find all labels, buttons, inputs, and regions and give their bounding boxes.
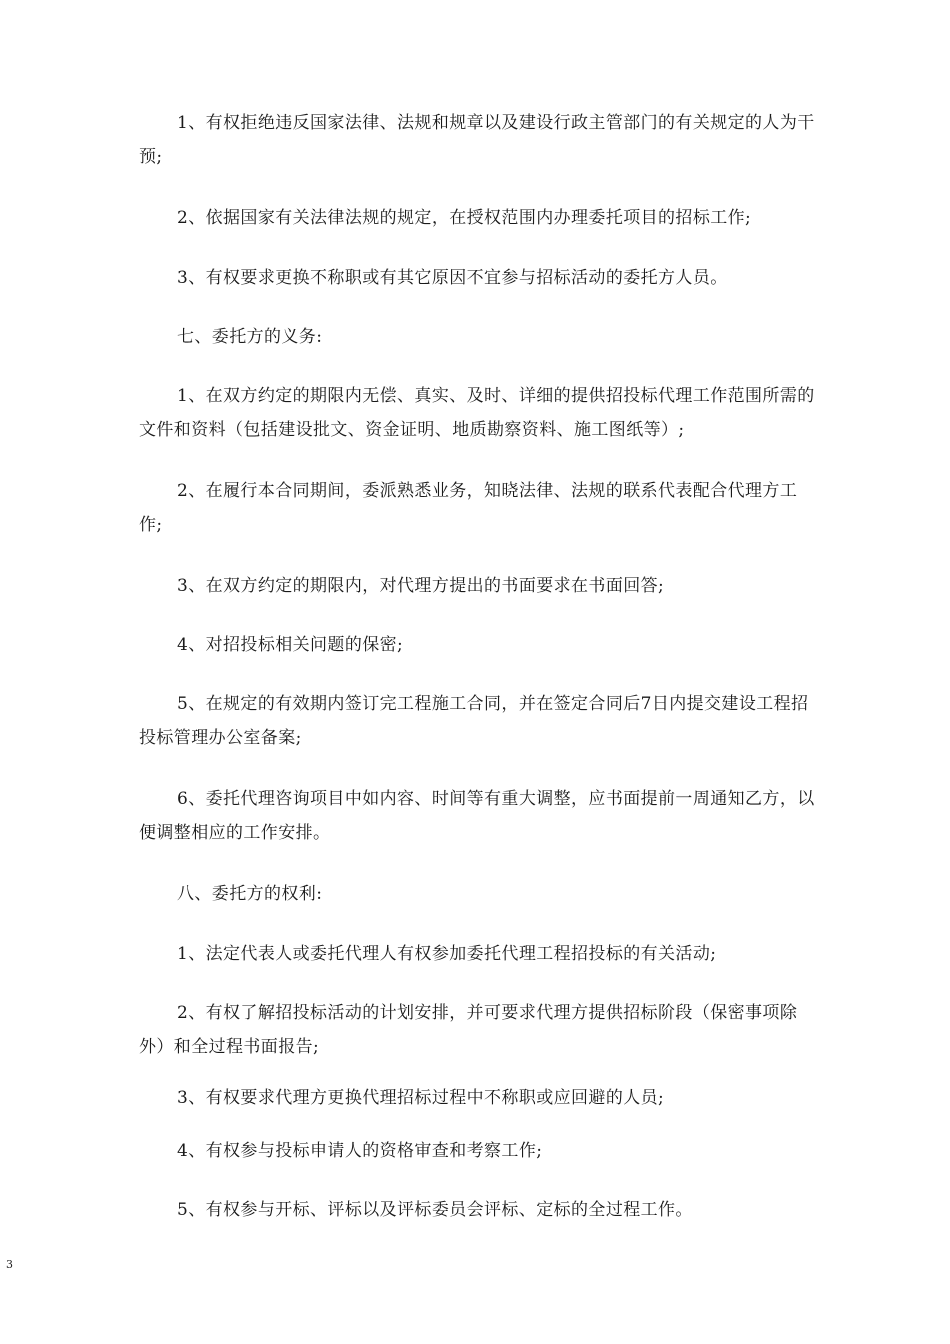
paragraph-client-right-1: 1、法定代表人或委托代理人有权参加委托代理工程招投标的有关活动; <box>177 944 717 964</box>
paragraph-client-right-4: 4、有权参与投标申请人的资格审查和考察工作; <box>177 1141 543 1161</box>
paragraph-obligation-4: 4、对招投标相关问题的保密; <box>177 635 404 655</box>
section-heading-obligations: 七、委托方的义务: <box>177 327 323 347</box>
section-heading-rights: 八、委托方的权利: <box>177 884 323 904</box>
paragraph-right-2: 2、依据国家有关法律法规的规定，在授权范围内办理委托项目的招标工作; <box>177 208 752 228</box>
page-number: 3 <box>6 1258 13 1271</box>
paragraph-client-right-3: 3、有权要求代理方更换代理招标过程中不称职或应回避的人员; <box>177 1088 665 1108</box>
paragraph-obligation-5: 5、在规定的有效期内签订完工程施工合同，并在签定合同后7日内提交建设工程招投标管理办公室备案; <box>139 694 809 748</box>
paragraph-right-1: 1、有权拒绝违反国家法律、法规和规章以及建设行政主管部门的有关规定的人为干预; <box>139 113 815 167</box>
paragraph-client-right-2: 2、有权了解招投标活动的计划安排，并可要求代理方提供招标阶段（保密事项除外）和全过程书面报告; <box>139 1003 798 1057</box>
paragraph-obligation-6: 6、委托代理咨询项目中如内容、时间等有重大调整，应书面提前一周通知乙方，以便调整相应的工作安排。 <box>139 789 815 843</box>
paragraph-obligation-3: 3、在双方约定的期限内，对代理方提出的书面要求在书面回答; <box>177 576 665 596</box>
paragraph-client-right-5: 5、有权参与开标、评标以及评标委员会评标、定标的全过程工作。 <box>177 1200 693 1220</box>
paragraph-right-3: 3、有权要求更换不称职或有其它原因不宜参与招标活动的委托方人员。 <box>177 268 728 288</box>
paragraph-obligation-2: 2、在履行本合同期间，委派熟悉业务，知晓法律、法规的联系代表配合代理方工作; <box>139 481 798 535</box>
paragraph-obligation-1: 1、在双方约定的期限内无偿、真实、及时、详细的提供招投标代理工作范围所需的文件和资料（包括建设批文、资金证明、地质勘察资料、施工图纸等）; <box>139 386 815 440</box>
